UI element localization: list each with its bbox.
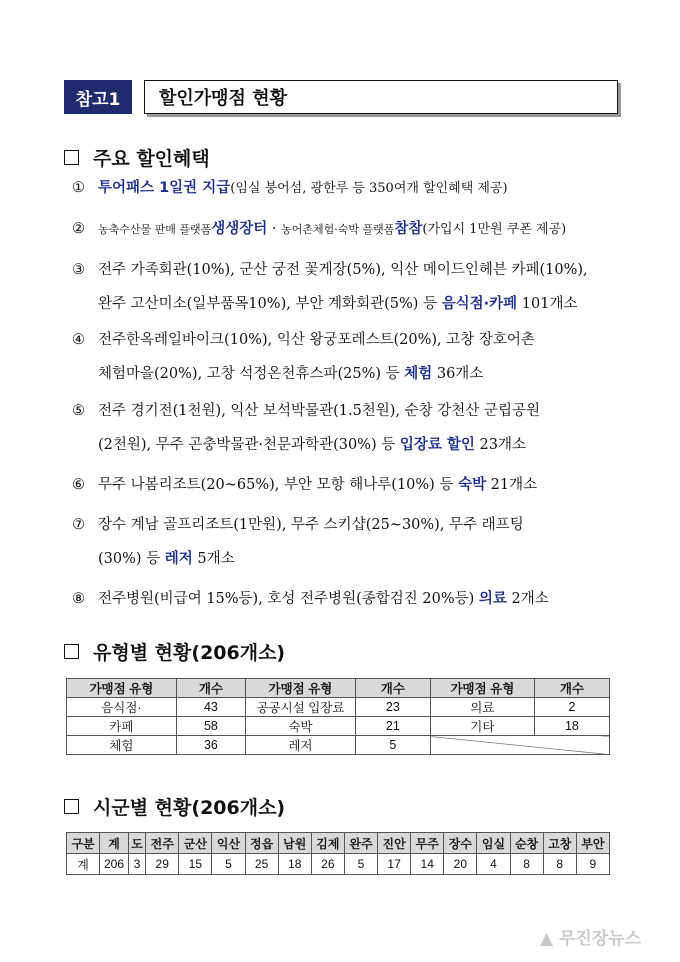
section-title: 유형별 현황(206개소) [93, 642, 286, 664]
table-cell: 레저 [246, 736, 356, 755]
table-cell: 206 [100, 854, 129, 875]
table-cell: 계 [67, 854, 100, 875]
table-header-row [67, 833, 610, 854]
column-header: 가맹점 유형 [67, 679, 177, 698]
item-text: 체험마을(20%), 고창 석정온천휴스파(25%) 등 [98, 366, 405, 382]
item-text: 전주 가족회관(10%), 군산 궁전 꽃게장(5%), 익산 메이드인헤븐 카페(10%), [98, 262, 588, 278]
item-number: ① [72, 180, 85, 196]
table-cell: 4 [477, 854, 510, 875]
highlight-text: 입장료 할인 [399, 437, 475, 453]
column-header: 남원 [278, 833, 311, 854]
item-text: 5개소 [192, 551, 235, 567]
highlight-text: 의료 [478, 591, 507, 607]
benefit-item-6 [72, 468, 617, 502]
highlight-text: 체험 [404, 366, 433, 382]
section-benefits-heading [64, 144, 210, 171]
column-header: 개수 [534, 679, 609, 698]
item-number: ⑦ [72, 517, 85, 533]
table-row [67, 736, 610, 755]
item-text: 완주 고산미소(일부품목10%), 부안 계화회관(5%) 등 [98, 296, 442, 312]
empty-diagonal-cell [430, 736, 609, 755]
benefit-item-5 [72, 394, 617, 462]
column-header: 정읍 [245, 833, 278, 854]
item-number: ⑧ [72, 591, 85, 607]
item-text: 2개소 [506, 591, 549, 607]
column-header: 장수 [444, 833, 477, 854]
page-header [64, 80, 618, 114]
item-number: ④ [72, 332, 85, 348]
highlight-text: 참참 [394, 221, 423, 237]
column-header: 고창 [543, 833, 576, 854]
column-header: 계 [100, 833, 129, 854]
item-text: 21개소 [486, 477, 538, 493]
table-row [67, 854, 610, 875]
item-number: ⑥ [72, 477, 85, 493]
table-cell: 29 [146, 854, 179, 875]
table-cell: 36 [176, 736, 245, 755]
highlight-text: 레저 [164, 551, 193, 567]
table-cell: 공공시설 입장료 [246, 698, 356, 717]
benefit-item-3 [72, 253, 617, 321]
table-cell: 8 [510, 854, 543, 875]
region-status-table [66, 832, 610, 875]
table-cell: 음식점· [67, 698, 177, 717]
highlight-text: 숙박 [458, 477, 487, 493]
item-text: (임실 붕어섬, 광한루 등 350여개 할인혜택 제공) [230, 181, 508, 196]
table-cell: 58 [176, 717, 245, 736]
highlight-text: 생생장터 [211, 221, 268, 237]
table-row [67, 698, 610, 717]
column-header: 군산 [179, 833, 212, 854]
item-text: 장수 계남 골프리조트(1만원), 무주 스키샵(25~30%), 무주 래프팅 [98, 517, 524, 533]
table-cell: 카페 [67, 717, 177, 736]
table-cell: 8 [543, 854, 576, 875]
item-text: 전주 경기전(1천원), 익산 보석박물관(1.5천원), 순창 강천산 군립공원 [98, 403, 540, 419]
watermark-logo: ▲ 무진장뉴스 [540, 929, 642, 949]
table-cell: 2 [534, 698, 609, 717]
item-number: ⑤ [72, 403, 85, 419]
highlight-text: 투어패스 1일권 지급 [98, 180, 231, 196]
table-cell: 9 [576, 854, 609, 875]
table-cell: 20 [444, 854, 477, 875]
table-cell: 5 [344, 854, 377, 875]
table-cell: 23 [355, 698, 430, 717]
item-text: (가입시 1만원 쿠폰 제공) [422, 222, 567, 237]
table-cell: 체험 [67, 736, 177, 755]
item-text: (30%) 등 [98, 551, 165, 567]
table-cell: 26 [311, 854, 344, 875]
square-bullet-icon [64, 150, 79, 165]
column-header: 무주 [411, 833, 444, 854]
table-cell: 18 [534, 717, 609, 736]
table-cell: 25 [245, 854, 278, 875]
page-title: 할인가맹점 현황 [144, 80, 618, 114]
table-cell: 18 [278, 854, 311, 875]
benefit-item-1 [72, 171, 617, 206]
reference-tag: 참고1 [64, 80, 132, 114]
column-header: 익산 [212, 833, 245, 854]
column-header: 진안 [378, 833, 411, 854]
type-status-table [66, 678, 610, 755]
item-text: 36개소 [432, 366, 484, 382]
table-cell: 3 [128, 854, 145, 875]
separator: · [267, 221, 282, 237]
table-cell: 17 [378, 854, 411, 875]
section-title: 시군별 현황(206개소) [93, 797, 286, 819]
table-cell: 14 [411, 854, 444, 875]
table-cell: 21 [355, 717, 430, 736]
item-text: 무주 나봄리조트(20~65%), 부안 모항 해나루(10%) 등 [98, 477, 459, 493]
table-cell: 기타 [430, 717, 534, 736]
table-cell: 5 [355, 736, 430, 755]
square-bullet-icon [64, 644, 79, 659]
column-header: 임실 [477, 833, 510, 854]
item-text: 101개소 [517, 296, 578, 312]
table-cell: 숙박 [246, 717, 356, 736]
square-bullet-icon [64, 799, 79, 814]
benefit-item-4 [72, 323, 617, 391]
column-header: 완주 [344, 833, 377, 854]
item-text: 23개소 [474, 437, 527, 453]
column-header: 가맹점 유형 [430, 679, 534, 698]
table-row [67, 717, 610, 736]
benefit-item-7 [72, 508, 617, 576]
benefit-item-2 [72, 212, 617, 247]
small-caption: 농어촌체험·숙박 플랫폼 [281, 223, 395, 236]
column-header: 도 [128, 833, 145, 854]
watermark-text: 무진장뉴스 [559, 929, 642, 949]
benefit-item-8 [72, 582, 617, 616]
column-header: 부안 [576, 833, 609, 854]
section-title: 주요 할인혜택 [93, 148, 210, 170]
column-header: 가맹점 유형 [246, 679, 356, 698]
section-type-heading [64, 638, 285, 665]
item-text: 전주한옥레일바이크(10%), 익산 왕궁포레스트(20%), 고창 장호어촌 [98, 332, 535, 348]
item-text: (2천원), 무주 곤충박물관·천문과학관(30%) 등 [98, 437, 400, 453]
column-header: 구분 [67, 833, 100, 854]
item-number: ③ [72, 262, 85, 278]
table-cell: 5 [212, 854, 245, 875]
table-cell: 15 [179, 854, 212, 875]
column-header: 개수 [355, 679, 430, 698]
item-number: ② [72, 221, 85, 237]
table-cell: 의료 [430, 698, 534, 717]
table-cell: 43 [176, 698, 245, 717]
column-header: 순창 [510, 833, 543, 854]
item-text: 전주병원(비급여 15%등), 호성 전주병원(종합검진 20%등) [98, 591, 479, 607]
table-header-row [67, 679, 610, 698]
small-caption: 농축수산물 판매 플랫폼 [98, 223, 212, 236]
column-header: 김제 [311, 833, 344, 854]
highlight-text: 음식점·카페 [441, 296, 518, 312]
section-region-heading [64, 793, 285, 820]
column-header: 전주 [146, 833, 179, 854]
column-header: 개수 [176, 679, 245, 698]
